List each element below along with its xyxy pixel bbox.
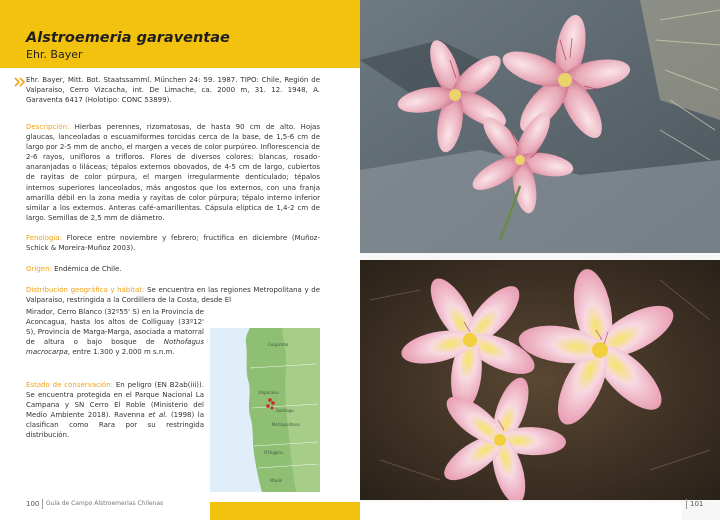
map-marker <box>271 407 274 410</box>
right-page <box>360 0 720 520</box>
distribution-paragraph-top <box>26 285 320 305</box>
species-title: Alstroemeria garaventae <box>26 30 230 46</box>
phenology-text: Florece entre noviembre y febrero; fructifica en diciembre (Muñoz-Schick & Moreira-Muñoz 2003). <box>26 234 320 253</box>
flower-photo-top <box>360 0 720 253</box>
footer-book-title: Guía de Campo Alstroemerias Chilenas <box>46 500 164 507</box>
distribution-text-1: Se encuentra en las regiones Metropolitana y de Valparaíso, restringida a la Cordillera de la Costa, desde El <box>26 286 320 305</box>
map-label-region: Metropolitana <box>272 422 300 427</box>
description-paragraph <box>26 122 320 223</box>
footer-divider <box>42 499 43 509</box>
conservation-italic: et al. <box>148 411 168 420</box>
map-marker <box>266 404 270 408</box>
conservation-label: Estado de conservación: <box>26 381 113 389</box>
left-page-number: 100 <box>26 500 40 508</box>
map-label-region: Coquimbo <box>268 342 289 347</box>
map-label-region: Valparaíso <box>258 390 279 395</box>
distribution-species-italic: Nothofagus macrocarpa <box>26 338 204 357</box>
origin-text: Endémica de Chile. <box>54 265 122 273</box>
phenology-label: Fenología: <box>26 234 62 242</box>
phenology-paragraph <box>26 233 320 253</box>
flower-photo-bottom-image <box>360 260 720 500</box>
conservation-text-1: En peligro (EN B2ab(iii)). Se encuentra protegida en el Parque Nacional La Campana y SN Cerro El Roble (Ministerio del Medio Ambiente 2018). Ravenna <box>26 381 204 420</box>
map-marker <box>271 401 275 405</box>
right-footer-bar <box>360 502 682 520</box>
conservation-text-2: (1998) la clasifican como Rara por su restringida distribución. <box>26 411 204 440</box>
map-graphic <box>210 328 320 492</box>
right-page-number: 101 <box>690 500 704 508</box>
distribution-text-2: Mirador, Cerro Blanco (32º55' S) en la Provincia de Aconcagua, hasta los altos de Colliguay (33º12' S), Provincia de Marga-Marga, asociada a matorral de altura o bajo bosque de <box>26 308 204 347</box>
distribution-text-3: , entre 1.300 y 2.000 m s.n.m. <box>67 348 175 357</box>
citation-paragraph: Ehr. Bayer, Mitt. Bot. Staatssamml. München 24: 59. 1987. TIPO: Chile, Región de Valparaíso, Cerro Vizcacha, int. De Limache, ca. 2000 m, 31. 12. 1948, A. Garaventa 6417 (Holotipo: CONC 53899). <box>26 76 320 105</box>
map-label-region: Santiago <box>276 408 294 413</box>
footer-divider <box>686 499 687 509</box>
double-chevron-icon <box>14 77 26 87</box>
origin-label: Origen: <box>26 265 52 273</box>
map-label-region: Maule <box>270 478 283 483</box>
map-label-region: O'Higgins <box>264 450 284 455</box>
map-marker <box>268 398 272 402</box>
description-label: Descripción: <box>26 123 70 131</box>
distribution-paragraph-bottom <box>26 307 204 357</box>
conservation-paragraph <box>26 380 204 441</box>
origin-paragraph <box>26 264 320 274</box>
distribution-label: Distribución geográfica y hábitat: <box>26 286 145 294</box>
flower-photo-bottom <box>360 260 720 500</box>
description-text: Hierbas perennes, rizomatosas, de hasta 90 cm de alto. Hojas glaucas, lanceoladas o escuamiformes torcidas cerca de la base, de 1,5-6 cm de largo por 2-5 mm de ancho, el margen a veces de color purpúreo. Inflorescencia de 2-6 rayos, unifloros a trifloros. Flores de diversos colores: blancas, rosado-anaranjadas o liláceas; tépalos externos obovados, de 4-5 cm de largo, cubiertos de rayitas de color púrpura, el margen irregularmente denticulado; tépalos internos superiores lanceolados, más angostos que los externos, con una franja amarilla débil en la zona media y rayitas de color púrpura; tépalo interno inferior similar a los externos. Anteras café-amarillentas. Cápsula elíptica de 1,4-2 cm de largo. Semillas de 2,5 mm de diámetro. <box>26 123 320 222</box>
distribution-map <box>210 328 320 492</box>
species-author: Ehr. Bayer <box>26 48 83 61</box>
footer-accent-bar <box>210 502 360 520</box>
flower-photo-top-image <box>360 0 720 253</box>
